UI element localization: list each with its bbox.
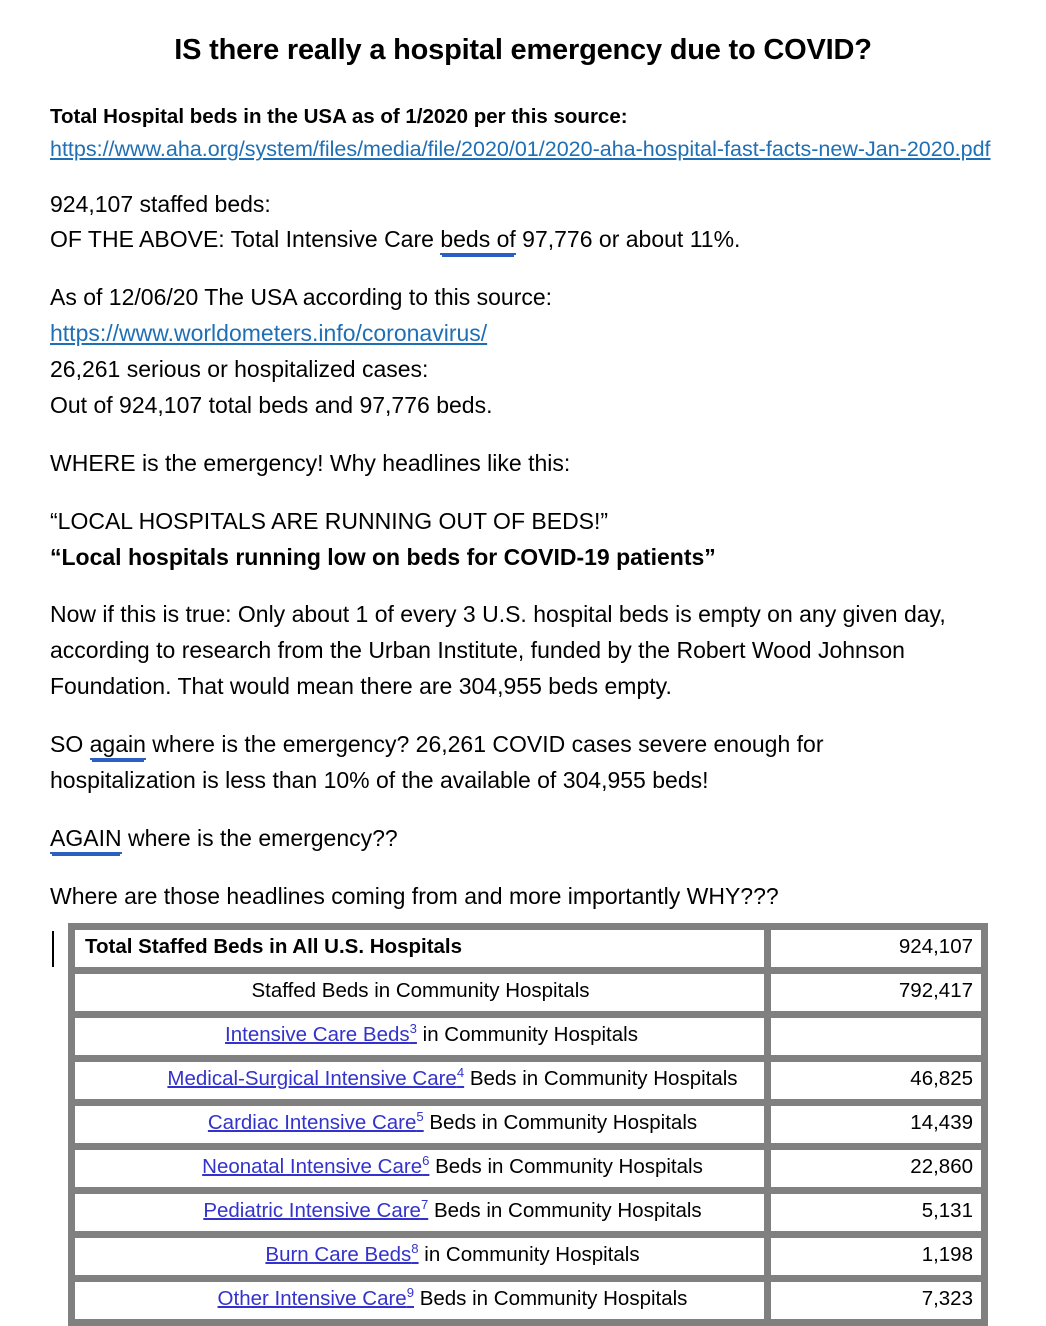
headline-quotes-block (50, 504, 998, 576)
footnote-marker: 4 (456, 1065, 465, 1081)
table-cell-label (68, 923, 771, 967)
table-cell-value (771, 1011, 988, 1055)
row-label-text: Staffed Beds in Community Hospitals (251, 979, 590, 1003)
so-again-suffix: where is the emergency? 26,261 COVID cases severe enough for hospitalization is less than 10% of the available of 304,955 beds! (50, 731, 824, 793)
worldometers-block (50, 280, 998, 424)
table-region (0, 923, 1046, 1326)
row-label (218, 1287, 688, 1311)
table-cell-label (68, 1143, 771, 1187)
text-cursor-indicator (52, 931, 54, 967)
footnote-marker: 3 (409, 1021, 417, 1037)
table-cell-label (68, 1275, 771, 1326)
table-cell-label (68, 1055, 771, 1099)
us-hospital-staffed-beds-table (68, 923, 988, 1326)
intro-heading: Total Hospital beds in the USA as of 1/2020 per this source: (50, 105, 628, 129)
argument-paragraph: Now if this is true: Only about 1 of every 3 U.S. hospital beds is empty on any given day, according to research from the Urban Institute, funded by the Robert Wood Johnson Foundation. That would mean there are 304,955 beds empty. (50, 601, 946, 700)
footnote-marker: 6 (422, 1153, 430, 1169)
table-row-link[interactable]: Burn Care Beds$^8$ (265, 1241, 419, 1267)
footnote-marker: 7 (420, 1197, 429, 1213)
source-link-2-line (50, 316, 998, 352)
row-label-text: Beds in Community Hospitals (423, 1111, 698, 1135)
staffed-beds-stat-block (50, 187, 998, 259)
table-cell-label (68, 1011, 771, 1055)
table-row-link[interactable]: Neonatal Intensive Care$^6$ (202, 1153, 430, 1179)
row-label-text: Beds in Community Hospitals (414, 1287, 688, 1311)
where-emergency-line: WHERE is the emergency! Why headlines like this: (50, 449, 571, 476)
table-cell-label (68, 1099, 771, 1143)
footnote-marker: 9 (406, 1285, 414, 1301)
icu-beds-suffix: 97,776 or about 11%. (515, 226, 741, 253)
table-row (68, 1099, 988, 1143)
table-row (68, 1275, 988, 1326)
table-row (68, 1187, 988, 1231)
table-cell-label (68, 967, 771, 1011)
row-label (85, 935, 462, 959)
page-title: IS there really a hospital emergency due to COVID? (174, 34, 872, 66)
table-row (68, 1055, 988, 1099)
as-of-line: As of 12/06/20 The USA according to this source: (50, 284, 553, 311)
table-cell-value: 924,107 (771, 923, 988, 967)
icu-beds-emphasis: beds of (440, 226, 515, 255)
serious-cases-line: 26,261 serious or hospitalized cases: (50, 356, 429, 383)
headline-quote-1: “LOCAL HOSPITALS ARE RUNNING OUT OF BEDS!” (50, 507, 609, 534)
so-again-prefix: SO (50, 731, 90, 758)
where-emergency-block (50, 446, 998, 482)
row-label-text: Beds in Community Hospitals (429, 1155, 703, 1179)
row-label (203, 1199, 701, 1223)
table-cell-value: 14,439 (771, 1099, 988, 1143)
row-label-text: in Community Hospitals (418, 1243, 640, 1267)
table-row (68, 1231, 988, 1275)
source-link-1-line (50, 134, 998, 165)
row-label-text: Beds in Community Hospitals (464, 1067, 738, 1091)
icu-beds-prefix: OF THE ABOVE: Total Intensive Care (50, 226, 441, 253)
row-label (208, 1111, 697, 1135)
table-cell-value: 792,417 (771, 967, 988, 1011)
table-cell-value: 7,323 (771, 1275, 988, 1326)
footnote-marker: 8 (411, 1241, 419, 1257)
document-body (0, 103, 1046, 914)
table-row (68, 1011, 988, 1055)
table-row-link[interactable]: Intensive Care Beds$^3$ (225, 1021, 417, 1047)
table-row (68, 967, 988, 1011)
table-row-link[interactable]: Cardiac Intensive Care$^5$ (207, 1109, 424, 1135)
final-question-line: Where are those headlines coming from and more importantly WHY??? (50, 882, 779, 909)
row-label (265, 1243, 639, 1267)
table-cell-label (68, 1231, 771, 1275)
staffed-beds-stat: 924,107 staffed beds: (50, 190, 271, 217)
row-label-text: Total Staffed Beds in All U.S. Hospitals (85, 935, 463, 959)
row-label (225, 1023, 638, 1047)
footnote-marker: 5 (416, 1109, 424, 1125)
table-row-link[interactable]: Medical-Surgical Intensive Care$^4$ (167, 1065, 465, 1091)
table-row-link[interactable]: Other Intensive Care$^9$ (217, 1285, 414, 1311)
again-suffix: where is the emergency?? (121, 824, 398, 851)
table-cell-value: 5,131 (771, 1187, 988, 1231)
headline-quote-2: “Local hospitals running low on beds for COVID-19 patients” (50, 543, 716, 570)
table-row (68, 1143, 988, 1187)
again-emphasis-uppercase: AGAIN (50, 825, 122, 854)
table-row (68, 923, 988, 967)
table-cell-value: 46,825 (771, 1055, 988, 1099)
source-link-worldometers[interactable]: https://www.worldometers.info/coronavirus/ (50, 320, 488, 347)
row-label (167, 1067, 737, 1091)
icu-beds-stat (50, 222, 998, 258)
table-row-link[interactable]: Pediatric Intensive Care$^7$ (203, 1197, 429, 1223)
table-cell-value: 1,198 (771, 1231, 988, 1275)
so-again-paragraph (50, 727, 998, 799)
again-line (50, 821, 998, 857)
again-emphasis-lowercase: again (90, 731, 146, 760)
row-label (202, 1155, 703, 1179)
source-link-aha[interactable]: https://www.aha.org/system/files/media/file/2020/01/2020-aha-hospital-fast-facts-new-Jan-2020.pdf (50, 137, 991, 162)
row-label (251, 979, 589, 1003)
table-cell-label (68, 1187, 771, 1231)
out-of-beds-line: Out of 924,107 total beds and 97,776 beds. (50, 391, 493, 418)
row-label-text: Beds in Community Hospitals (428, 1199, 702, 1223)
row-label-text: in Community Hospitals (416, 1023, 638, 1047)
table-cell-value: 22,860 (771, 1143, 988, 1187)
